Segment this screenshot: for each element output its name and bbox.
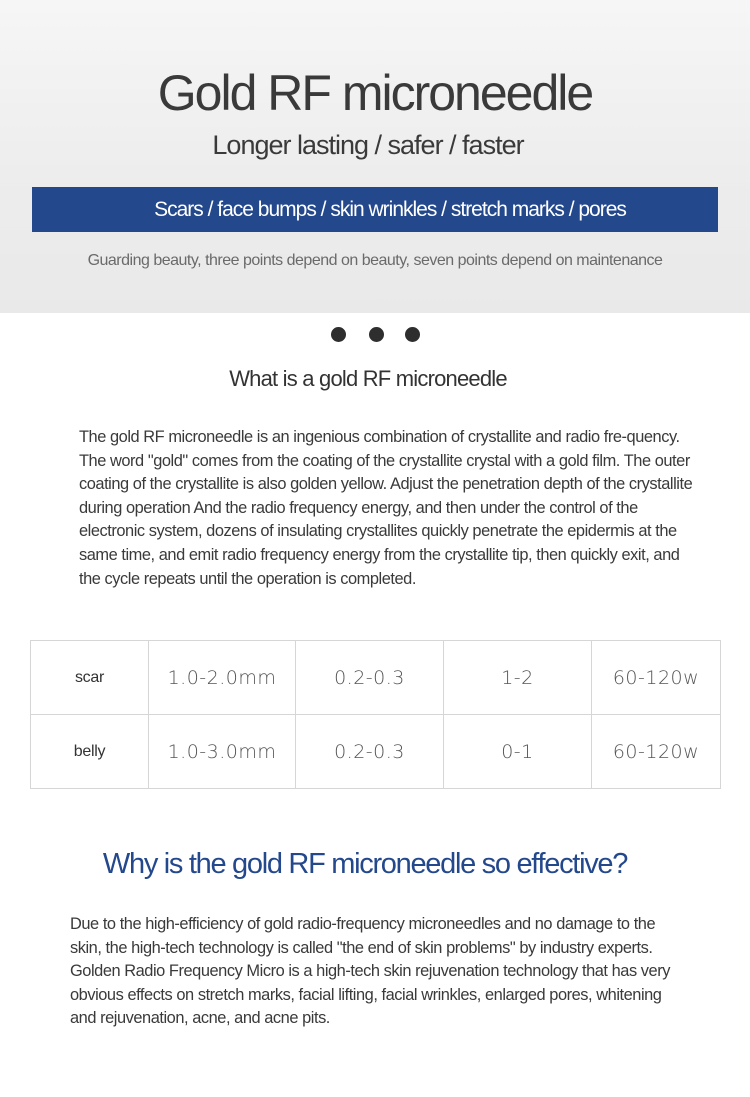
table-cell: 0.2-0.3 [296, 715, 444, 789]
hero-subtitle: Longer lasting / safer / faster [212, 130, 524, 160]
hero-banner: Scars / face bumps / skin wrinkles / stretch marks / pores [32, 187, 718, 232]
section-divider-dots [0, 327, 750, 343]
hero-title: Gold RF microneedle [157, 65, 593, 121]
why-effective-paragraph: Due to the high-efficiency of gold radio-frequency microneedles and no damage to the skin, the high-tech technology is called "the end of skin problems" by industry experts. Golden Radio Frequency Micro is a high-tech skin rejuvenation technology that has very obvious effects on stretch marks, facial lifting, facial wrinkles, enlarged pores, whitening and rejuvenation, acne, and acne pits. [70, 915, 670, 1028]
table-cell: 60-120w [592, 641, 721, 715]
table-cell: 1-2 [444, 641, 592, 715]
divider-dot-icon [369, 327, 384, 342]
divider-dot-icon [331, 327, 346, 342]
hero-tagline: Guarding beauty, three points depend on beauty, seven points depend on maintenance [87, 252, 663, 269]
table-cell: 60-120w [592, 715, 721, 789]
table-row [31, 641, 721, 715]
table-cell: 1.0-3.0mm [149, 715, 296, 789]
table-cell: 1.0-2.0mm [149, 641, 296, 715]
spec-table [30, 640, 721, 789]
table-cell: 0-1 [444, 715, 592, 789]
divider-dot-icon [405, 327, 420, 342]
table-row [31, 715, 721, 789]
table-cell-label: belly [31, 715, 149, 789]
hero-section [0, 0, 750, 313]
table-cell: 0.2-0.3 [296, 641, 444, 715]
what-is-paragraph: The gold RF microneedle is an ingenious combination of crystallite and radio fre-quency. The word "gold" comes from the coating of the crystallite crystal with a gold film. The outer coating of the crystallite is also golden yellow. Adjust the penetration depth of the crystallite during operation And the radio frequency energy, and then under the control of the electronic system, dozens of insulating crystallites quickly penetrate the epidermis at the same time, and emit radio frequency energy from the crystallite tip, then quickly exit, and the cycle repeats until the operation is completed. [79, 428, 693, 588]
table-cell-label: scar [31, 641, 149, 715]
why-effective-heading: Why is the gold RF microneedle so effective? [102, 848, 628, 880]
what-is-heading: What is a gold RF microneedle [229, 366, 507, 391]
